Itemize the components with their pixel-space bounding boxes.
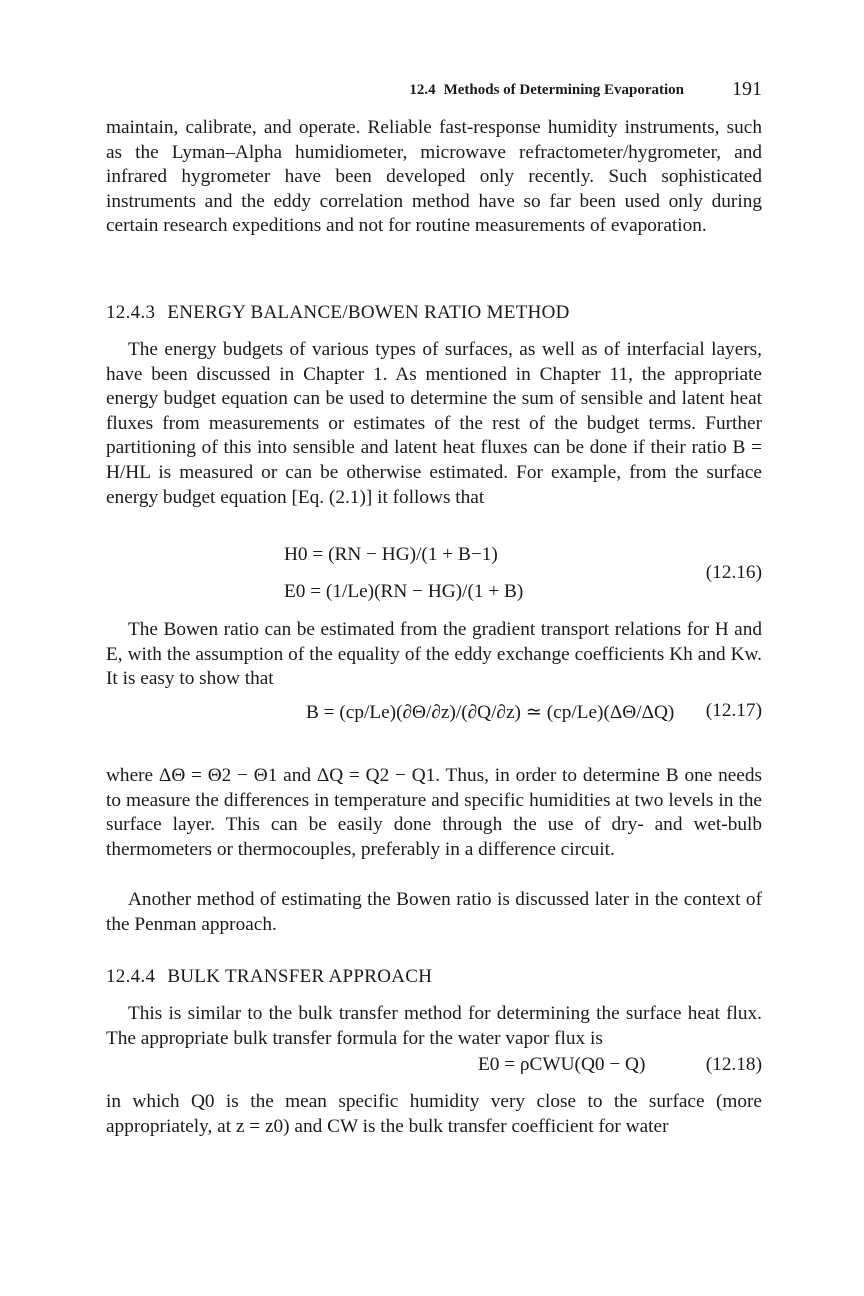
heading-number: 12.4.3 (106, 302, 156, 323)
running-title (409, 82, 684, 99)
heading-title: ENERGY BALANCE/BOWEN RATIO METHOD (167, 302, 570, 323)
equation-number-12-17: (12.17) (705, 700, 762, 721)
paragraph-bulk-formula-explanation: in which Q0 is the mean specific humidity very close to the surface (more appropriately, at z = z0) and CW is the bulk transfer coefficient for water (106, 1091, 762, 1137)
equation-number-12-16: (12.16) (705, 562, 762, 583)
section-number: 12.4 (409, 82, 436, 98)
section-title: Methods of Determining Evaporation (443, 82, 684, 98)
page-number: 191 (732, 78, 762, 100)
paragraph-continuation: maintain, calibrate, and operate. Reliable fast-response humidity instruments, such as the Lyman–Alpha humidiometer, microwave refractometer/hygrometer, and infrared hygrometer have been developed only recently. Such sophisticated instruments and the eddy correlation method have so far been used only during certain research expeditions and not for routine measurements of evaporation. (106, 117, 762, 237)
paragraph-penman-reference: Another method of estimating the Bowen ratio is discussed later in the context of the Penman approach. (106, 889, 762, 935)
heading-number: 12.4.4 (106, 966, 156, 987)
running-header (106, 78, 762, 108)
equation-number-12-18: (12.18) (705, 1054, 762, 1075)
paragraph-bowen-ratio: The Bowen ratio can be estimated from the gradient transport relations for H and E, with the assumption of the equality of the eddy exchange coefficients Kh and Kw. It is easy to show that (106, 619, 762, 690)
equation-12-17: B = (cp/Le)(∂Θ/∂z)/(∂Q/∂z) ≃ (cp/Le)(ΔΘ/ΔQ) (306, 702, 675, 723)
paragraph-energy-budget: The energy budgets of various types of surfaces, as well as of interfacial layers, have been discussed in Chapter 1. As mentioned in Chapter 11, the appropriate energy budget equation can be used to determine the sum of sensible and latent heat fluxes from measurements or estimates of the rest of the budget terms. Further partitioning of this into sensible and latent heat fluxes can be done if their ratio B = H/HL is measured or can be otherwise estimated. For example, from the surface energy budget equation [Eq. (2.1)] it follows that (106, 339, 762, 508)
paragraph-bulk-transfer: This is similar to the bulk transfer method for determining the surface heat flux. The appropriate bulk transfer formula for the water vapor flux is (106, 1003, 762, 1049)
section-heading-12-4-3 (106, 302, 570, 324)
equation-12-18: E0 = ρCWU(Q0 − Q) (478, 1054, 646, 1075)
paragraph-differences: where ΔΘ = Θ2 − Θ1 and ΔQ = Q2 − Q1. Thus, in order to determine B one needs to measure the differences in temperature and specific humidities at two levels in the surface layer. This can be easily done through the use of dry- and wet-bulb thermometers or thermocouples, preferably in a difference circuit. (106, 765, 762, 860)
heading-title: BULK TRANSFER APPROACH (167, 966, 433, 987)
equation-12-16-line-2: E0 = (1/Le)(RN − HG)/(1 + B) (284, 581, 524, 602)
equation-12-16-line-1: H0 = (RN − HG)/(1 + B−1) (284, 544, 498, 565)
section-heading-12-4-4 (106, 966, 432, 988)
